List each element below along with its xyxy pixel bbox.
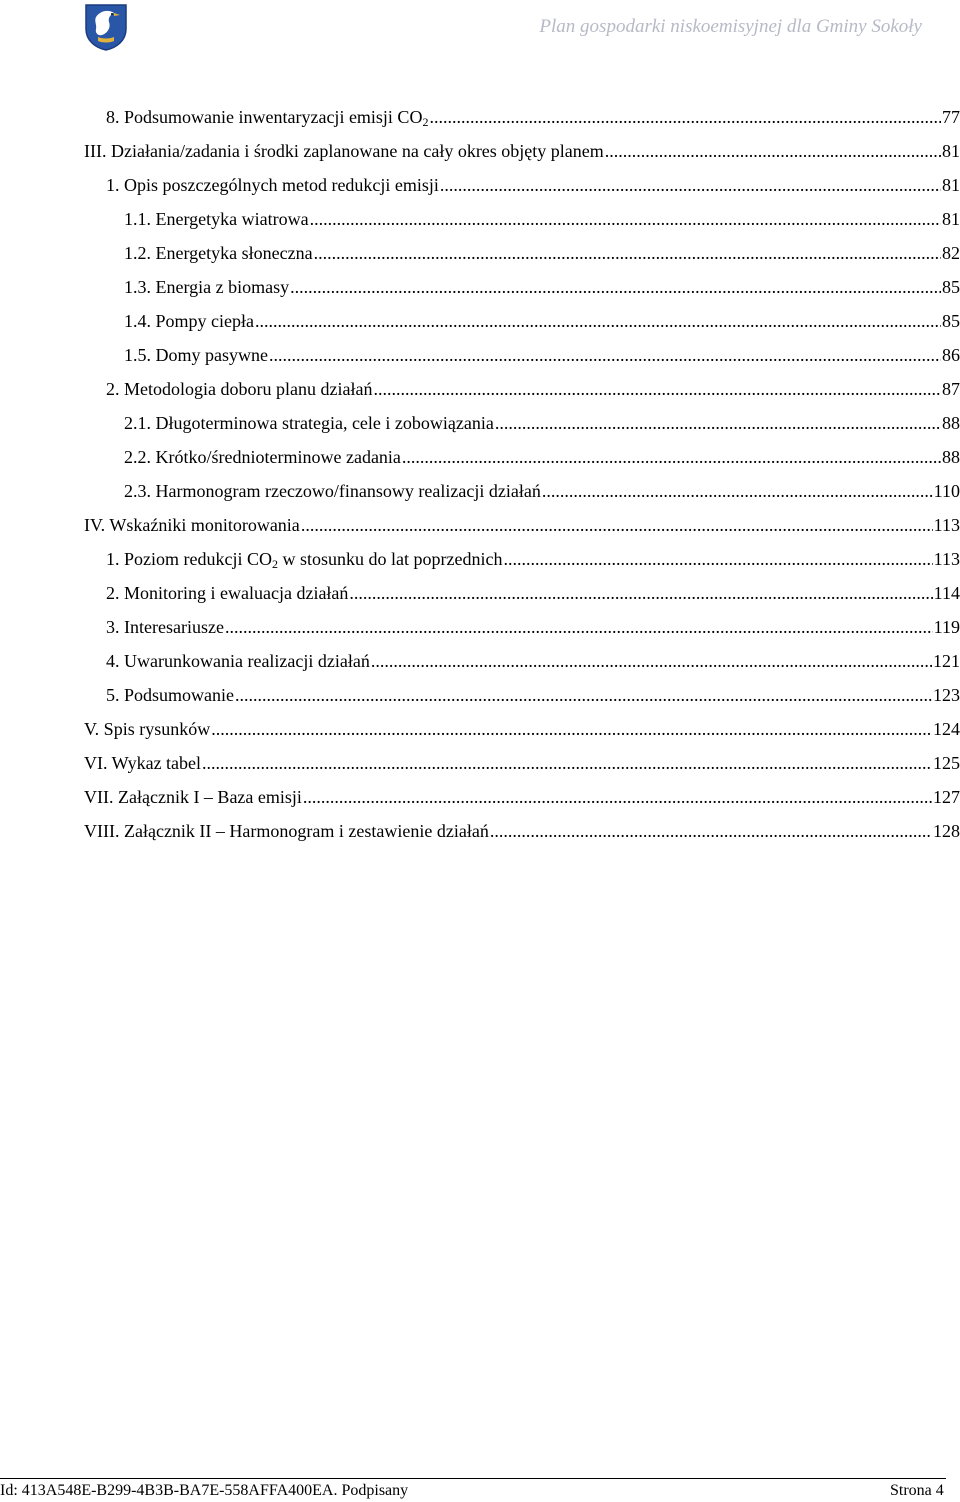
toc-entry-link[interactable] [124,208,960,230]
toc-row [0,780,960,814]
toc-page-number: 127 [933,787,960,807]
toc-row [0,610,960,644]
toc-entry-link[interactable] [124,344,960,366]
toc-row [0,236,960,270]
toc-entry-link[interactable] [84,820,960,842]
toc-entry-link[interactable] [106,684,960,706]
toc-dot-leader [371,650,932,672]
toc-dot-leader [314,242,941,264]
toc-row [0,372,960,406]
toc-entry-label: VI. Wykaz tabel [84,753,202,773]
toc-entry-label: VIII. Załącznik II – Harmonogram i zestawienie działań [84,821,489,841]
toc-entry-label: VII. Załącznik I – Baza emisji [84,787,302,807]
toc-dot-leader [373,378,941,400]
toc-dot-leader [269,344,941,366]
toc-row [0,304,960,338]
toc-row [0,678,960,712]
toc-entry-label: 3. Interesariusze [106,617,224,637]
toc-entry-link[interactable] [106,650,960,672]
toc-page-number: 87 [942,379,960,399]
toc-dot-leader [301,514,933,536]
toc-row [0,168,960,202]
toc-dot-leader [310,208,941,230]
toc-entry-link[interactable] [84,514,960,536]
toc-entry-link[interactable] [84,752,960,774]
footer-divider [0,1478,946,1479]
toc-row [0,508,960,542]
toc-page-number: 119 [933,617,960,637]
footer-document-id: Id: 413A548E-B299-4B3B-BA7E-558AFFA400EA. Podpisany [0,1482,409,1499]
toc-row [0,644,960,678]
toc-entry-label: 1.5. Domy pasywne [124,345,268,365]
toc-row [0,440,960,474]
toc-page-number: 124 [933,719,960,739]
toc-page-number: 77 [942,107,960,127]
toc-entry-label: 5. Podsumowanie [106,685,234,705]
toc-entry-label: 2. Metodologia doboru planu działań [106,379,373,399]
toc-dot-leader [605,140,941,162]
toc-page-number: 81 [942,141,960,161]
toc-entry-label: III. Działania/zadania i środki zaplanowane na cały okres objęty planem [84,141,604,161]
toc-dot-leader [225,616,933,638]
toc-entry-label: 1.4. Pompy ciepła [124,311,254,331]
toc-entry-link[interactable] [106,616,960,638]
toc-entry-link[interactable] [124,412,960,434]
toc-page-number: 86 [942,345,960,365]
toc-entry-link[interactable] [124,446,960,468]
toc-page-number: 88 [942,447,960,467]
footer-page-number: Strona 4 [890,1482,944,1499]
toc-entry-label: 2.1. Długoterminowa strategia, cele i zobowiązania [124,413,494,433]
toc-entry-link[interactable] [124,310,960,332]
toc-row [0,270,960,304]
toc-page-number: 81 [942,209,960,229]
toc-entry-link[interactable] [84,718,960,740]
toc-row [0,406,960,440]
toc-page-number: 113 [933,549,960,569]
toc-page-number: 123 [933,685,960,705]
toc-entry-link[interactable] [84,140,960,162]
toc-entry-link[interactable] [106,106,960,128]
toc-dot-leader [349,582,932,604]
toc-page-number: 110 [933,481,960,501]
toc-entry-link[interactable] [106,582,960,604]
toc-dot-leader [235,684,932,706]
toc-page-number: 81 [942,175,960,195]
toc-entry-label: 1. Opis poszczególnych metod redukcji emisji [106,175,439,195]
toc-page-number: 82 [942,243,960,263]
toc-dot-leader [490,820,932,842]
toc-row [0,542,960,576]
toc-row [0,814,960,848]
toc-row [0,100,960,134]
toc-dot-leader [202,752,932,774]
toc-row [0,202,960,236]
toc-row [0,576,960,610]
toc-entry-link[interactable] [124,480,960,502]
toc-page-number: 114 [933,583,960,603]
toc-entry-link[interactable] [106,548,960,570]
toc-page-number: 85 [942,311,960,331]
toc-entry-label: 2.3. Harmonogram rzeczowo/finansowy realizacji działań [124,481,541,501]
toc-page-number: 128 [933,821,960,841]
toc-page-number: 88 [942,413,960,433]
coat-of-arms-icon [84,3,128,51]
table-of-contents [0,100,960,848]
toc-entry-link[interactable] [84,786,960,808]
toc-dot-leader [290,276,941,298]
toc-page-number: 125 [933,753,960,773]
toc-row [0,338,960,372]
toc-entry-label: 1.1. Energetyka wiatrowa [124,209,309,229]
toc-entry-link[interactable] [106,378,960,400]
toc-dot-leader [255,310,941,332]
toc-dot-leader [211,718,932,740]
toc-entry-label: 2. Monitoring i ewaluacja działań [106,583,349,603]
toc-entry-label: 1.2. Energetyka słoneczna [124,243,313,263]
toc-page-number: 113 [933,515,960,535]
toc-entry-label: 4. Uwarunkowania realizacji działań [106,651,370,671]
toc-dot-leader [303,786,932,808]
toc-row [0,712,960,746]
toc-dot-leader [402,446,941,468]
toc-entry-link[interactable] [124,242,960,264]
toc-entry-label: 1.3. Energia z biomasy [124,277,290,297]
header-title: Plan gospodarki niskoemisyjnej dla Gminy Sokoły [539,16,922,37]
toc-dot-leader [495,412,941,434]
toc-dot-leader [429,106,941,128]
toc-entry-label: 1. Poziom redukcji $CO_2$ w stosunku do lat poprzednich [106,549,503,571]
toc-row [0,134,960,168]
toc-entry-label: IV. Wskaźniki monitorowania [84,515,300,535]
toc-page-number: 121 [933,651,960,671]
toc-page-number: 85 [942,277,960,297]
toc-entry-link[interactable] [106,174,960,196]
toc-entry-label: V. Spis rysunków [84,719,211,739]
toc-dot-leader [503,548,932,570]
toc-dot-leader [440,174,941,196]
toc-row [0,746,960,780]
toc-entry-label: 2.2. Krótko/średnioterminowe zadania [124,447,401,467]
toc-dot-leader [542,480,933,502]
toc-entry-link[interactable] [124,276,960,298]
toc-row [0,474,960,508]
toc-entry-label: 8. Podsumowanie inwentaryzacji emisji $CO_2$ [106,107,429,129]
